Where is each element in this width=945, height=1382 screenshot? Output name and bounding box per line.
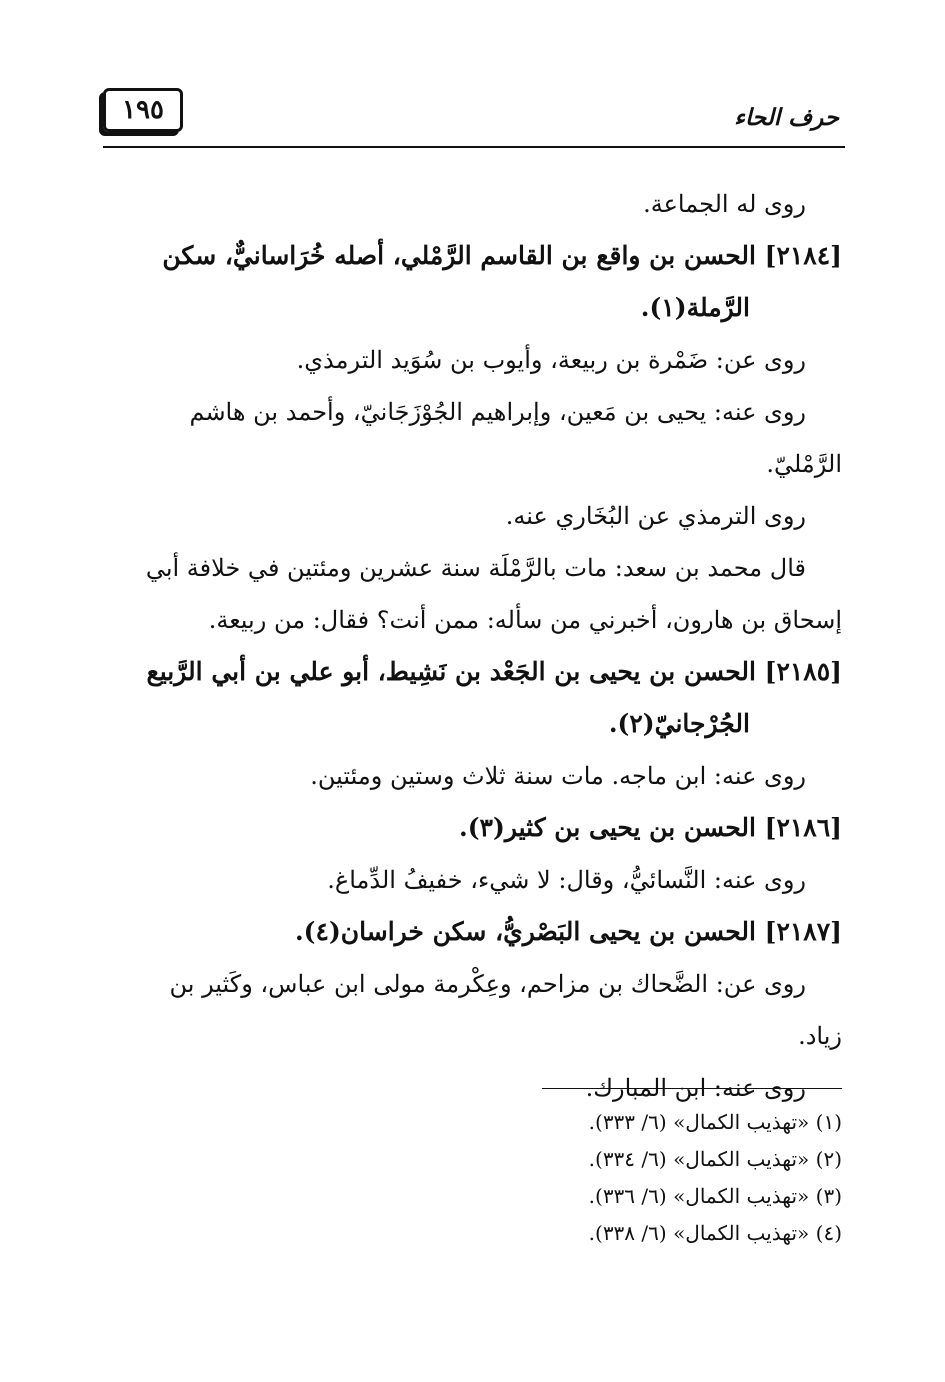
text-line: قال محمد بن سعد: مات بالرَّمْلَة سنة عشرين ومئتين في خلافة أبي	[145, 554, 806, 582]
entry-heading-2184-cont: الرَّملة(١).	[640, 293, 750, 322]
entry-heading-2186: [٢١٨٦] الحسن بن يحيى بن كثير(٣).	[459, 813, 842, 842]
entry-heading-2187: [٢١٨٧] الحسن بن يحيى البَصْريُّ، سكن خراسان(٤).	[294, 917, 842, 946]
text-line: روى له الجماعة.	[643, 190, 806, 218]
text-line: الرَّمْليّ.	[766, 450, 842, 478]
footnote-divider	[542, 1088, 842, 1089]
text-line: روى عن: ضَمْرة بن ربيعة، وأيوب بن سُوَيد الترمذي.	[296, 346, 806, 374]
header-divider	[103, 146, 845, 148]
text-line: روى الترمذي عن البُخَاري عنه.	[505, 502, 806, 530]
footnotes	[589, 1104, 842, 1252]
entry-heading-2185: [٢١٨٥] الحسن بن يحيى بن الجَعْد بن نَشِيط، أبو علي بن أبي الرَّبيع	[146, 657, 842, 686]
text-line: روى عنه: النَّسائيُّ، وقال: لا شيء، خفيفُ الدِّماغ.	[327, 866, 806, 894]
text-line: إسحاق بن هارون، أخبرني من سأله: ممن أنت؟ فقال: من ربيعة.	[208, 606, 842, 634]
footnote-3: (٣) «تهذيب الكمال» (٦/ ٣٣٦).	[588, 1184, 842, 1208]
text-line: زياد.	[798, 1022, 842, 1050]
main-text	[103, 178, 842, 1114]
text-line: روى عنه: ابن المبارك.	[585, 1074, 806, 1102]
footnote-1: (١) «تهذيب الكمال» (٦/ ٣٣٣).	[588, 1110, 842, 1134]
running-header-title: حرف الحاء	[734, 104, 839, 131]
text-line: روى عن: الضَّحاك بن مزاحم، وعِكْرمة مولى ابن عباس، وكَثير بن	[169, 970, 806, 998]
text-line: روى عنه: يحيى بن مَعين، وإبراهيم الجُوْزَجَانيّ، وأحمد بن هاشم	[189, 398, 806, 426]
entry-heading-2184: [٢١٨٤] الحسن بن واقع بن القاسم الرَّمْلي، أصله خُرَاسانيٌّ، سكن	[162, 241, 842, 270]
page-number-box: ١٩٥	[103, 88, 183, 132]
text-line: روى عنه: ابن ماجه. مات سنة ثلاث وستين ومئتين.	[310, 762, 806, 790]
entry-heading-2185-cont: الجُرْجانيّ(٢).	[608, 709, 750, 738]
footnote-4: (٤) «تهذيب الكمال» (٦/ ٣٣٨).	[588, 1221, 842, 1245]
footnote-2: (٢) «تهذيب الكمال» (٦/ ٣٣٤).	[588, 1147, 842, 1171]
